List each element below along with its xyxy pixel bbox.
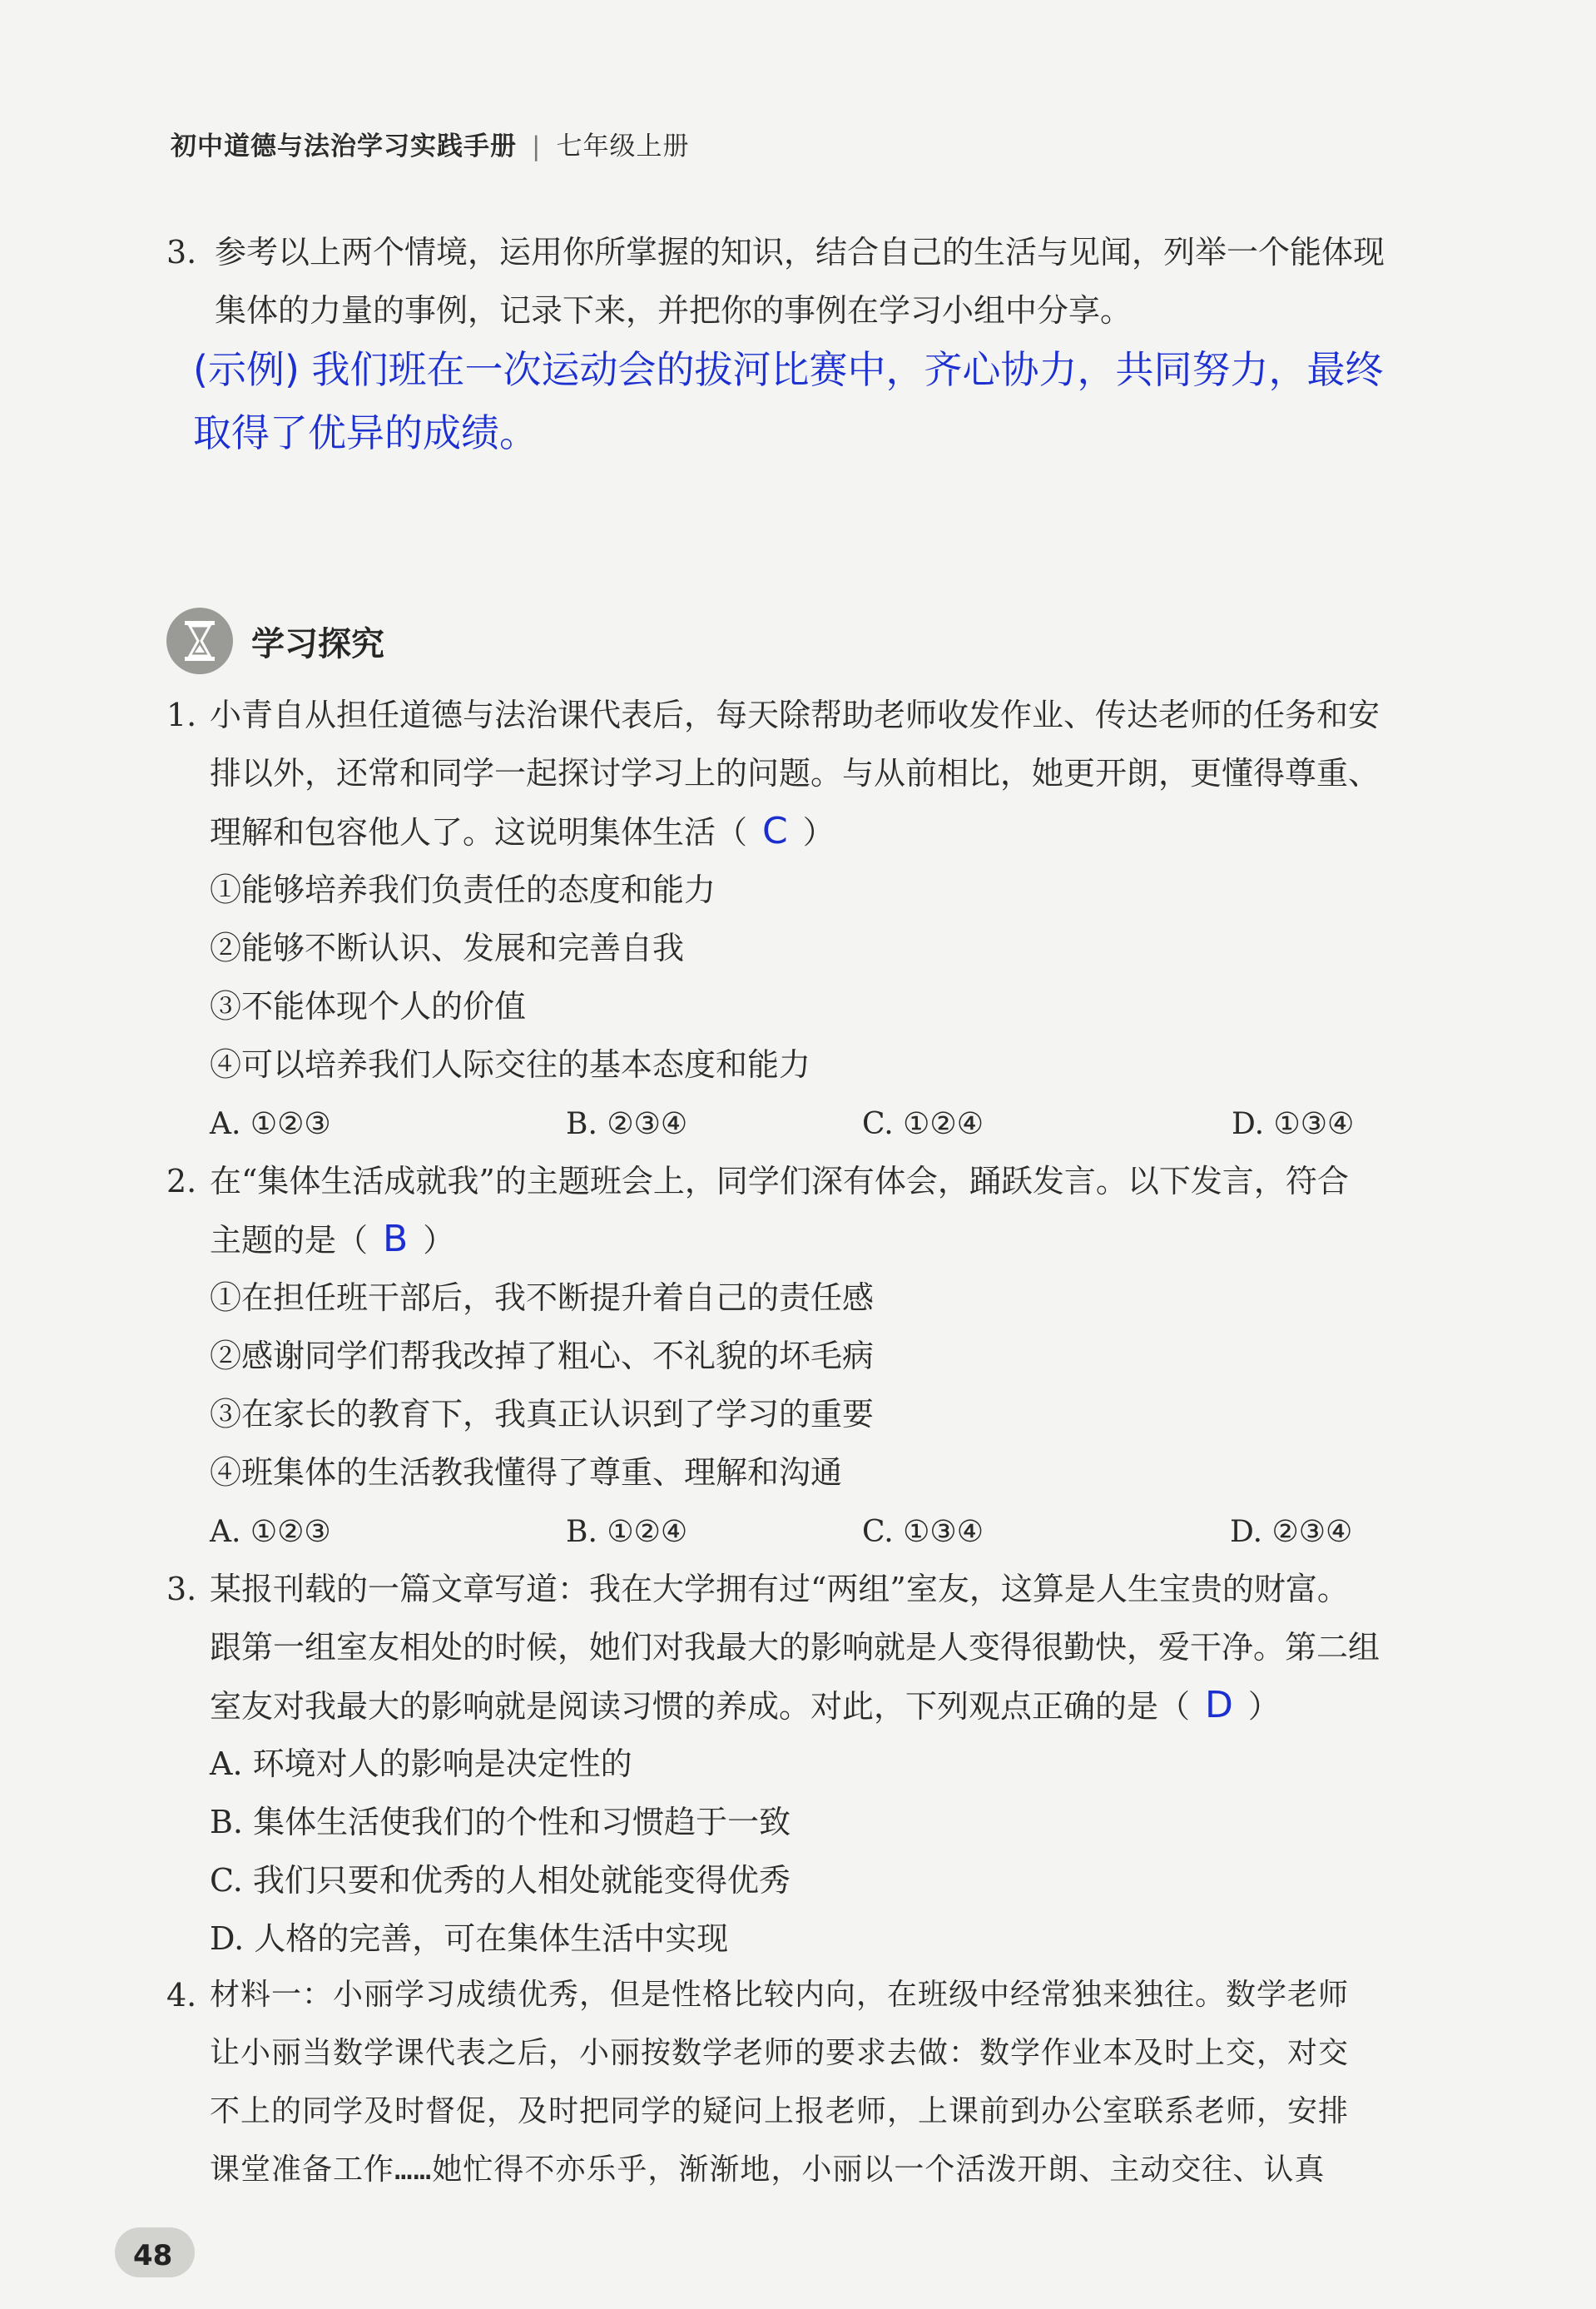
top-question [0,223,1596,340]
statement-item: ①能够培养我们负责任的态度和能力 [210,871,716,908]
question-text: ） [1247,1688,1280,1725]
option-d: D. ①③④ [1232,1107,1355,1141]
statement-item: ④可以培养我们人际交往的基本态度和能力 [210,1046,811,1083]
question-number: 3. [166,1571,197,1607]
option-d: D. 人格的完善，可在集体生活中实现 [210,1920,729,1957]
question-text: 主题的是（ [210,1222,369,1259]
answer-mark: B [383,1218,409,1260]
question-line: 集体的力量的事例，记录下来，并把你的事例在学习小组中分享。 [215,292,1133,329]
question-text: 室友对我最大的影响就是阅读习惯的养成。对此，下列观点正确的是（ [210,1688,1191,1725]
question-text: ） [423,1222,455,1259]
option-a: A. ①②③ [210,1515,331,1549]
statement-item: ④班集体的生活教我懂得了尊重、理解和沟通 [210,1454,843,1491]
handwritten-answer [193,338,1384,464]
question-line: 小青自从担任道德与法治课代表后，每天除帮助老师收发作业、传达老师的任务和安 [210,697,1380,733]
option-b: B. 集体生活使我们的个性和习惯趋于一致 [210,1804,791,1840]
question-line [210,1676,1280,1735]
question-line: 跟第一组室友相处的时候，她们对我最大的影响就是人变得很勤快，爱干净。第二组 [210,1629,1380,1666]
option-a: A. 环境对人的影响是决定性的 [210,1745,632,1782]
book-title: 初中道德与法治学习实践手册 [171,132,517,161]
question-2 [0,1152,1596,1560]
question-line: 在“集体生活成就我”的主题班会上，同学们深有体会，踊跃发言。以下发言，符合 [210,1163,1349,1199]
option-c: C. ①③④ [862,1515,984,1549]
running-header [171,125,689,162]
statement-item: ③在家长的教育下，我真正认识到了学习的重要 [210,1396,875,1433]
statement-item: ③不能体现个人的价值 [210,988,527,1025]
option-a: A. ①②③ [210,1107,331,1141]
question-line: 某报刊载的一篇文章写道：我在大学拥有过“两组”室友，这算是人生宝贵的财富。 [210,1571,1349,1607]
question-line: 参考以上两个情境，运用你所掌握的知识，结合自己的生活与见闻，列举一个能体现 [215,234,1385,271]
question-line [210,1210,454,1269]
hourglass-icon [166,608,233,674]
answer-line: 取得了优异的成绩。 [193,410,538,455]
statement-item: ②感谢同学们帮我改掉了粗心、不礼貌的坏毛病 [210,1338,875,1374]
material-line: 不上的同学及时督促，及时把同学的疑问上报老师，上课前到办公室联系老师，安排 [210,2094,1350,2128]
question-number: 2. [166,1163,197,1199]
grade-label: 七年级上册 [556,132,690,161]
material-line: 材料一：小丽学习成绩优秀，但是性格比较内向，在班级中经常独来独往。数学老师 [210,1978,1350,2012]
section-heading [166,606,384,676]
answer-mark: C [762,810,788,852]
answer-mark: D [1205,1684,1233,1726]
question-line [210,802,835,862]
question-text: 理解和包容他人了。这说明集体生活（ [210,814,748,851]
material-line: 课堂准备工作……她忙得不亦乐乎，渐渐地，小丽以一个活泼开朗、主动交往、认真 [210,2153,1326,2187]
option-c: C. ①②④ [862,1107,984,1141]
question-line: 排以外，还常和同学一起探讨学习上的问题。与从前相比，她更开朗，更懂得尊重、 [210,755,1380,792]
header-separator: | [532,132,542,161]
question-number: 3. [166,234,197,271]
statement-item: ①在担任班干部后，我不断提升着自己的责任感 [210,1279,875,1316]
question-3 [0,1560,1596,1968]
option-d: D. ②③④ [1230,1515,1353,1549]
section-title: 学习探究 [251,624,384,663]
question-number: 1. [166,697,197,733]
question-text: ） [802,814,835,851]
page-number: 48 [133,2239,173,2272]
question-4 [0,1966,1596,2207]
statement-item: ②能够不断认识、发展和完善自我 [210,930,685,966]
option-b: B. ①②④ [566,1515,688,1549]
option-b: B. ②③④ [566,1107,688,1141]
material-line: 让小丽当数学课代表之后，小丽按数学老师的要求去做：数学作业本及时上交，对交 [210,2036,1350,2070]
answer-line: (示例) 我们班在一次运动会的拔河比赛中，齐心协力，共同努力，最终 [193,347,1384,392]
question-1 [0,686,1596,1152]
option-c: C. 我们只要和优秀的人相处就能变得优秀 [210,1862,791,1899]
question-number: 4. [166,1977,197,2014]
